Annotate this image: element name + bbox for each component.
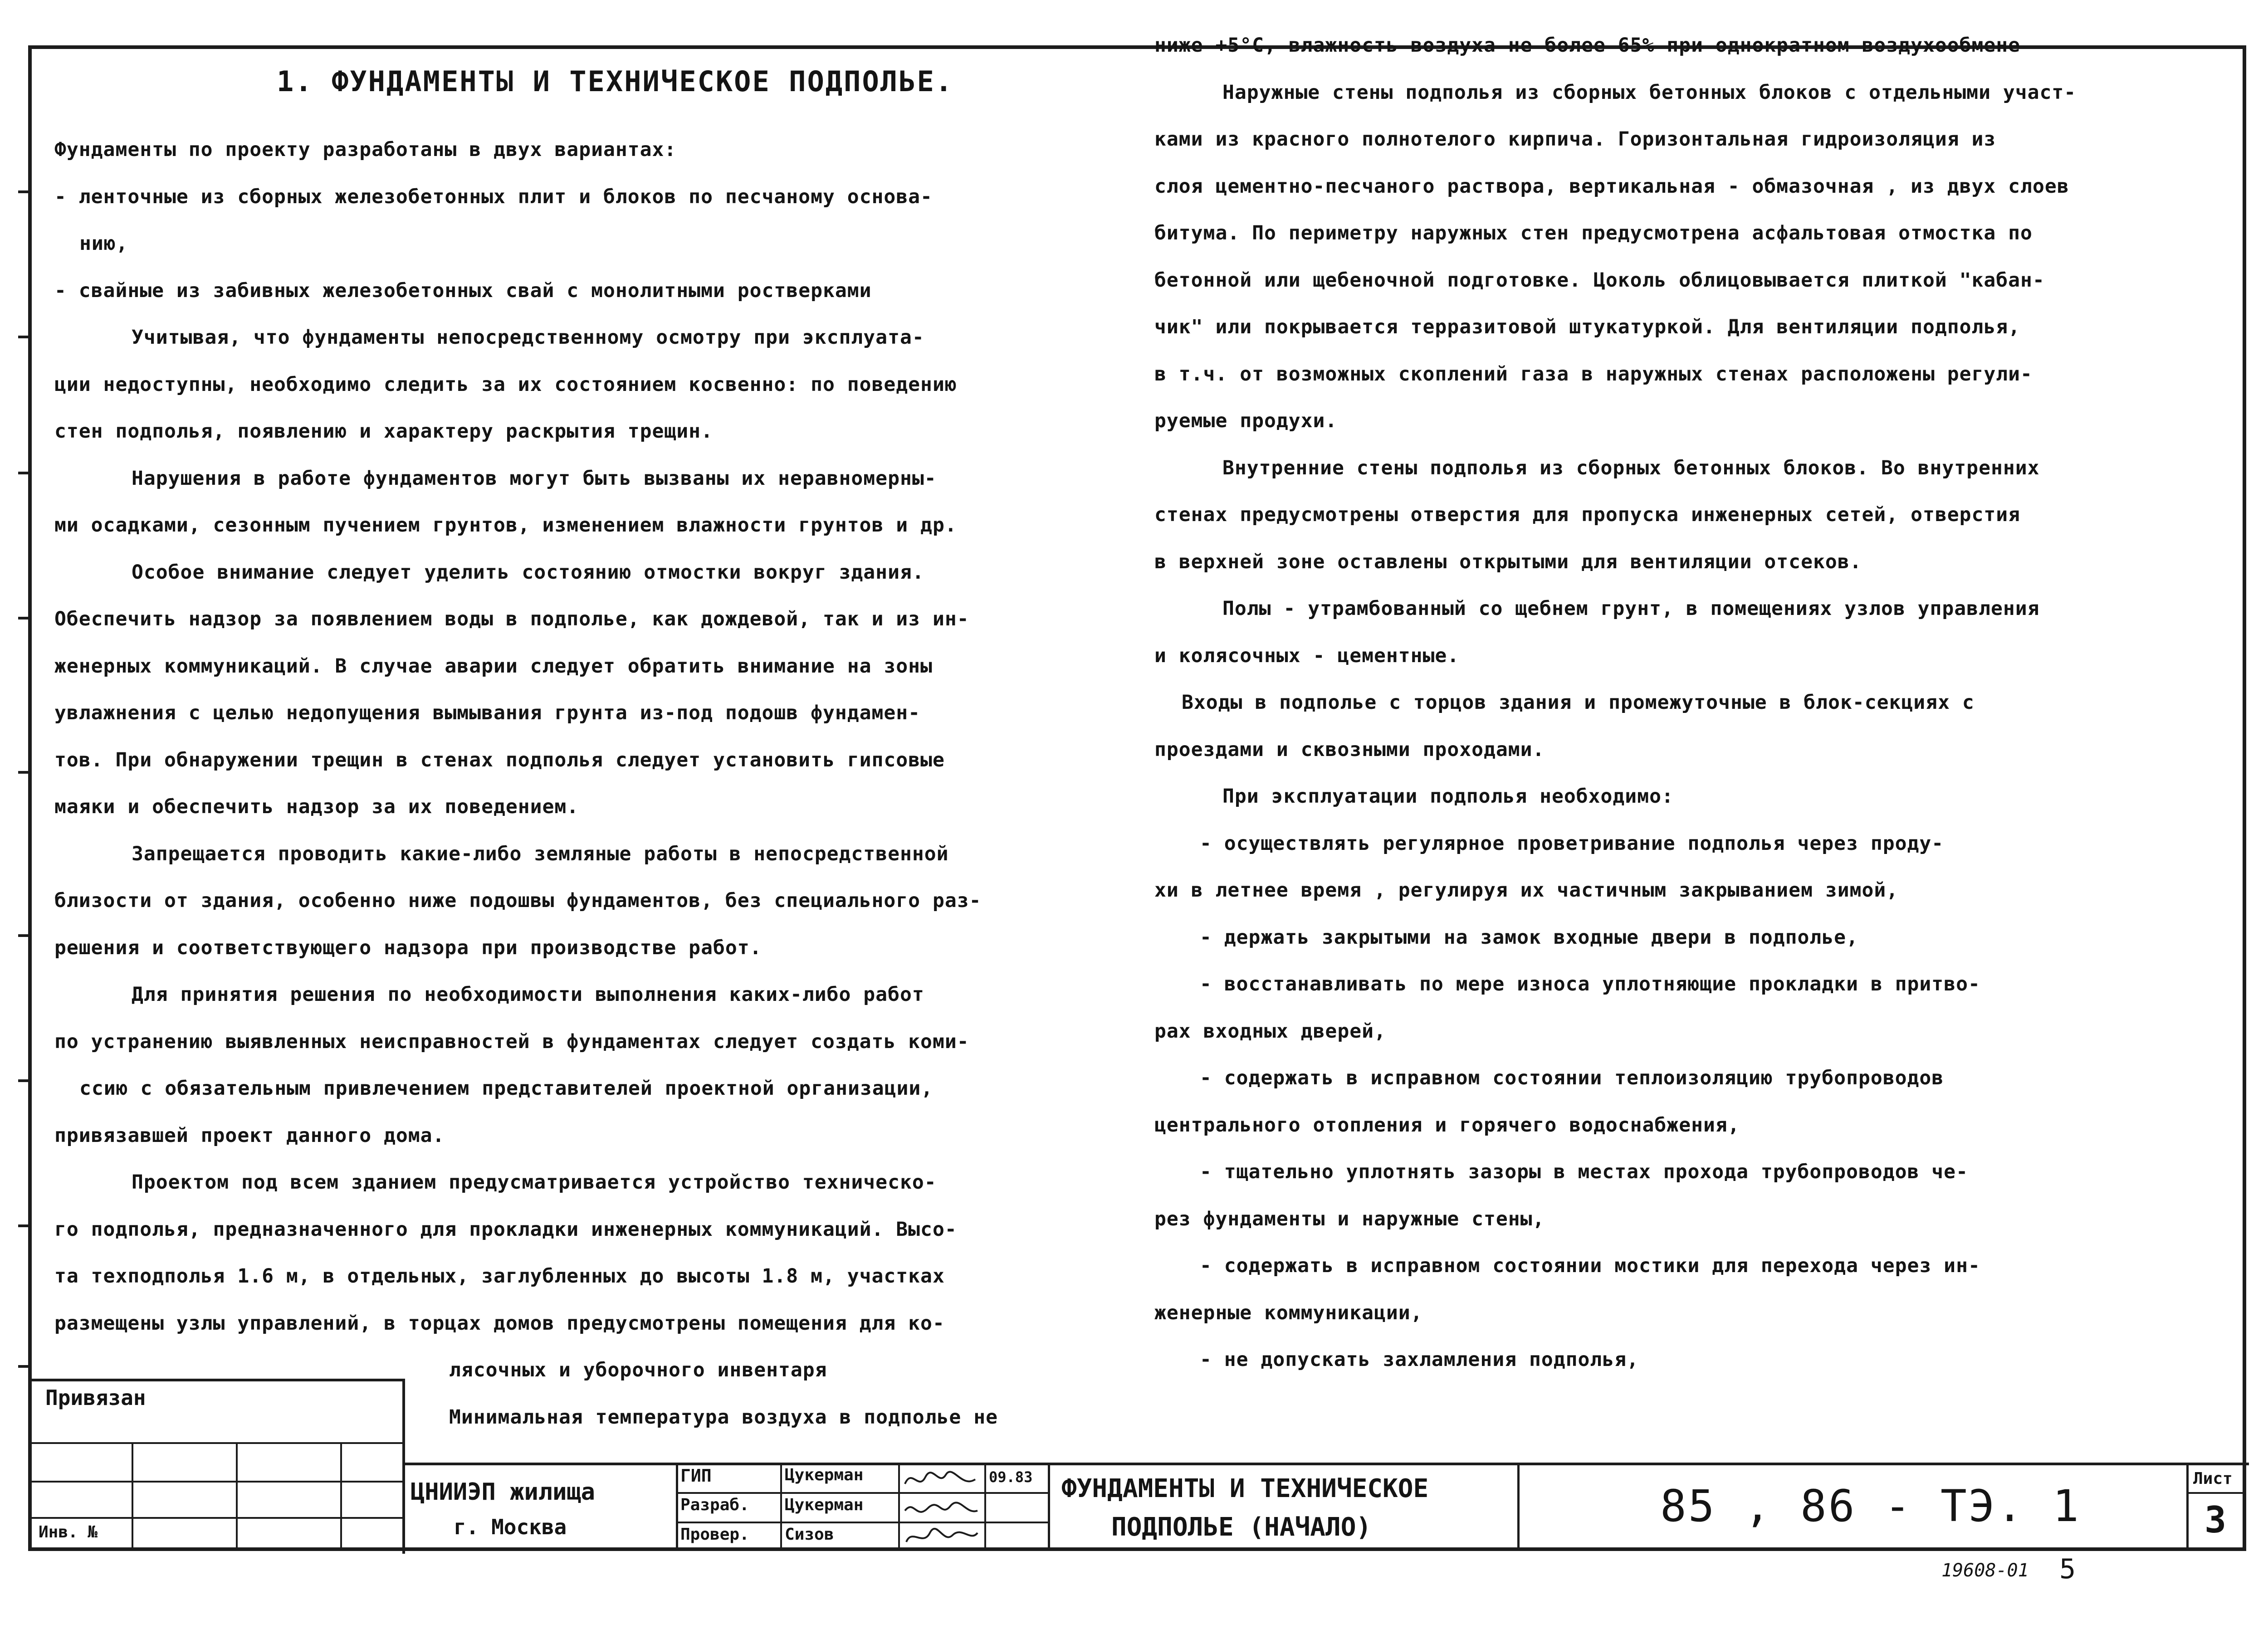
stamp-grid-line [236,1442,238,1551]
name-prover: Сизов [785,1525,834,1544]
name-razrab: Цукерман [785,1496,864,1514]
sheet-label: Лист [2193,1469,2233,1488]
margin-tick [18,336,31,338]
margin-tick [18,1365,31,1368]
right-text-line: Внутренние стены подполья из сборных бетонных блоков. Во внутренних [1222,456,2040,479]
right-text-line: - тщательно уплотнять зазоры в местах прохода трубопроводов че- [1200,1161,1968,1183]
left-text-line: та техподполья 1.6 м, в отдельных, заглубленных до высоты 1.8 м, участках [54,1265,945,1288]
right-text-line: ками из красного полнотелого кирпича. Горизонтальная гидроизоляция из [1154,128,1996,151]
left-text-line: близости от здания, особенно ниже подошвы фундаментов, без специального раз- [54,889,982,912]
role-prover: Провер. [680,1525,749,1544]
left-text-line: нию, [79,232,128,255]
archive-number: 19608-01 [1941,1560,2029,1581]
right-text-line: и колясочных - цементные. [1154,644,1460,667]
right-text-line: ниже +5°С, влажность воздуха не более 65% при однократном воздухообмене [1154,34,2021,57]
left-text-line: ции недоступны, необходимо следить за их состоянием косвенно: по поведению [54,373,957,396]
left-text-line: Минимальная температура воздуха в подполье не [449,1405,998,1429]
left-text-line: Обеспечить надзор за появлением воды в подполье, как дождевой, так и из ин- [54,608,969,630]
left-text-line: по устранению выявленных неисправностей в фундаментах следует создать коми- [54,1030,969,1053]
stamp-grid-line [132,1442,133,1551]
left-text-line: Особое внимание следует уделить состоянию отмостки вокруг здания. [132,561,924,584]
left-text-line: Нарушения в работе фундаментов могут быть вызваны их неравномерны- [132,467,937,490]
right-text-line: проездами и сквозными проходами. [1154,738,1545,761]
right-text-line: руемые продухи. [1154,410,1338,432]
right-text-line: женерные коммуникации, [1154,1301,1423,1324]
signature-razrab [903,1495,980,1522]
stamp-grid-line [28,1481,402,1483]
left-text-line: женерных коммуникаций. В случае аварии следует обратить внимание на зоны [54,654,933,678]
right-text-line: При эксплуатации подполья необходимо: [1222,785,1674,808]
left-text-line: размещены узлы управлений, в торцах домов предусмотрены помещения для ко- [54,1312,945,1335]
right-text-line: битума. По периметру наружных стен предусмотрена асфальтовая отмостка по [1154,222,2033,244]
name-gip: Цукерман [785,1466,864,1484]
stamp-grid-line [340,1442,342,1551]
left-text-line: Для принятия решения по необходимости выполнения каких-либо работ [132,983,924,1006]
margin-tick [18,934,31,937]
title-block-row [2186,1492,2246,1494]
date: 09.83 [989,1468,1033,1486]
margin-tick [18,190,31,193]
left-text-line: ссию с обязательным привлечением представителей проектной организации, [79,1077,934,1100]
margin-tick [18,1079,31,1082]
left-text-line: Проектом под всем зданием предусматривается устройство техническо- [132,1171,937,1194]
right-text-line: Полы - утрамбованный со щебнем грунт, в помещениях узлов управления [1222,597,2040,620]
sheet-number: 3 [2204,1499,2227,1541]
left-text-line: тов. При обнаружении трещин в стенах подполья следует установить гипсовые [54,748,945,771]
right-text-line: Наружные стены подполья из сборных бетонных блоков с отдельными участ- [1222,81,2077,104]
right-text-line: бетонной или щебеночной подготовке. Цоколь облицовывается плиткой "кабан- [1154,268,2045,292]
margin-tick [18,1224,31,1227]
right-text-line: слоя цементно-песчаного раствора, вертикальная - обмазочная , из двух слоев [1154,175,2069,198]
right-text-line: рез фундаменты и наружные стены, [1154,1207,1545,1230]
role-razrab: Разраб. [680,1496,749,1514]
section-title: 1. ФУНДАМЕНТЫ И ТЕХНИЧЕСКОЕ ПОДПОЛЬЕ. [277,65,954,98]
left-text-line: стен подполья, появлению и характеру раскрытия трещин. [54,420,713,443]
title-block-divider [780,1463,782,1551]
right-text-line: - содержать в исправном состоянии теплоизоляцию трубопроводов [1200,1067,1944,1089]
right-text-line: стенах предусмотрены отверстия для пропуска инженерных сетей, отверстия [1154,503,2021,526]
left-text-line: привязавшей проект данного дома. [54,1124,445,1147]
title-block-divider [898,1463,900,1551]
left-text-line: ми осадками, сезонным пучением грунтов, изменением влажности грунтов и др. [54,514,957,537]
sheet-title-line-2: ПОДПОЛЬЕ (НАЧАЛО) [1111,1512,1372,1542]
right-text-line: чик" или покрывается терразитовой штукатуркой. Для вентиляции подполья, [1154,316,2021,338]
title-block-divider [1048,1463,1050,1551]
title-block-row [676,1492,1048,1494]
margin-tick [18,771,31,774]
margin-tick [18,617,31,619]
left-text-line: решения и соответствующего надзора при производстве работ. [54,936,762,959]
left-text-line: увлажнения с целью недопущения вымывания грунта из-под подошв фундамен- [54,702,921,724]
left-text-line: Запрещается проводить какие-либо земляные работы в непосредственной [132,842,949,865]
stamp-grid-line [28,1442,402,1444]
left-text-line: Учитывая, что фундаменты непосредственному осмотру при эксплуата- [132,326,924,349]
title-block-divider [676,1463,678,1551]
right-text-line: рах входных дверей, [1154,1019,1386,1043]
page-number: 5 [2059,1553,2076,1585]
doc-code: 85 , 86 - ТЭ. 1 [1660,1481,2081,1532]
role-gip: ГИП [680,1466,712,1486]
margin-tick [18,472,31,474]
left-text-line: Фундаменты по проекту разработаны в двух вариантах: [54,138,677,161]
org-name: ЦНИИЭП жилища [411,1478,595,1506]
title-block-divider [1517,1463,1520,1551]
title-block-divider [984,1463,986,1551]
stamp-grid-line [28,1517,402,1519]
right-text-line: в верхней зоне оставлены открытыми для вентиляции отсеков. [1154,550,1862,573]
left-text-line: - свайные из забивных железобетонных свай с монолитными ростверками [54,279,872,302]
signature-gip [903,1466,980,1493]
org-city: г. Москва [454,1515,567,1539]
right-text-line: Входы в подполье с торцов здания и промежуточные в блок-секциях с [1182,691,1975,714]
left-text-line: лясочных и уборочного инвентаря [449,1359,827,1381]
signature-prover [903,1524,980,1551]
inv-no-label: Инв. № [39,1523,98,1541]
left-text-line: маяки и обеспечить надзор за их поведением. [54,795,579,818]
right-text-line: - осуществлять регулярное проветривание подполья через проду- [1200,832,1944,855]
title-block-row [676,1522,1048,1523]
privyazan-label: Привязан [45,1385,146,1410]
left-text-line: - ленточные из сборных железобетонных плит и блоков по песчаному основа- [54,185,933,208]
right-text-line: центрального отопления и горячего водоснабжения, [1154,1113,1740,1136]
right-text-line: в т.ч. от возможных скоплений газа в наружных стенах расположены регули- [1154,362,2033,385]
right-text-line: - держать закрытыми на замок входные двери в подполье, [1200,926,1858,949]
title-block-divider [2186,1463,2189,1551]
right-text-line: - содержать в исправном состоянии мостики для перехода через ин- [1200,1254,1980,1277]
right-text-line: - восстанавливать по мере износа уплотняющие прокладки в притво- [1200,973,1980,995]
sheet-title-line-1: ФУНДАМЕНТЫ И ТЕХНИЧЕСКОЕ [1061,1474,1429,1503]
left-text-line: го подполья, предназначенного для прокладки инженерных коммуникаций. Высо- [54,1218,957,1241]
right-text-line: хи в летнее время , регулируя их частичным закрыванием зимой, [1154,879,1899,902]
right-text-line: - не допускать захламления подполья, [1200,1348,1639,1371]
